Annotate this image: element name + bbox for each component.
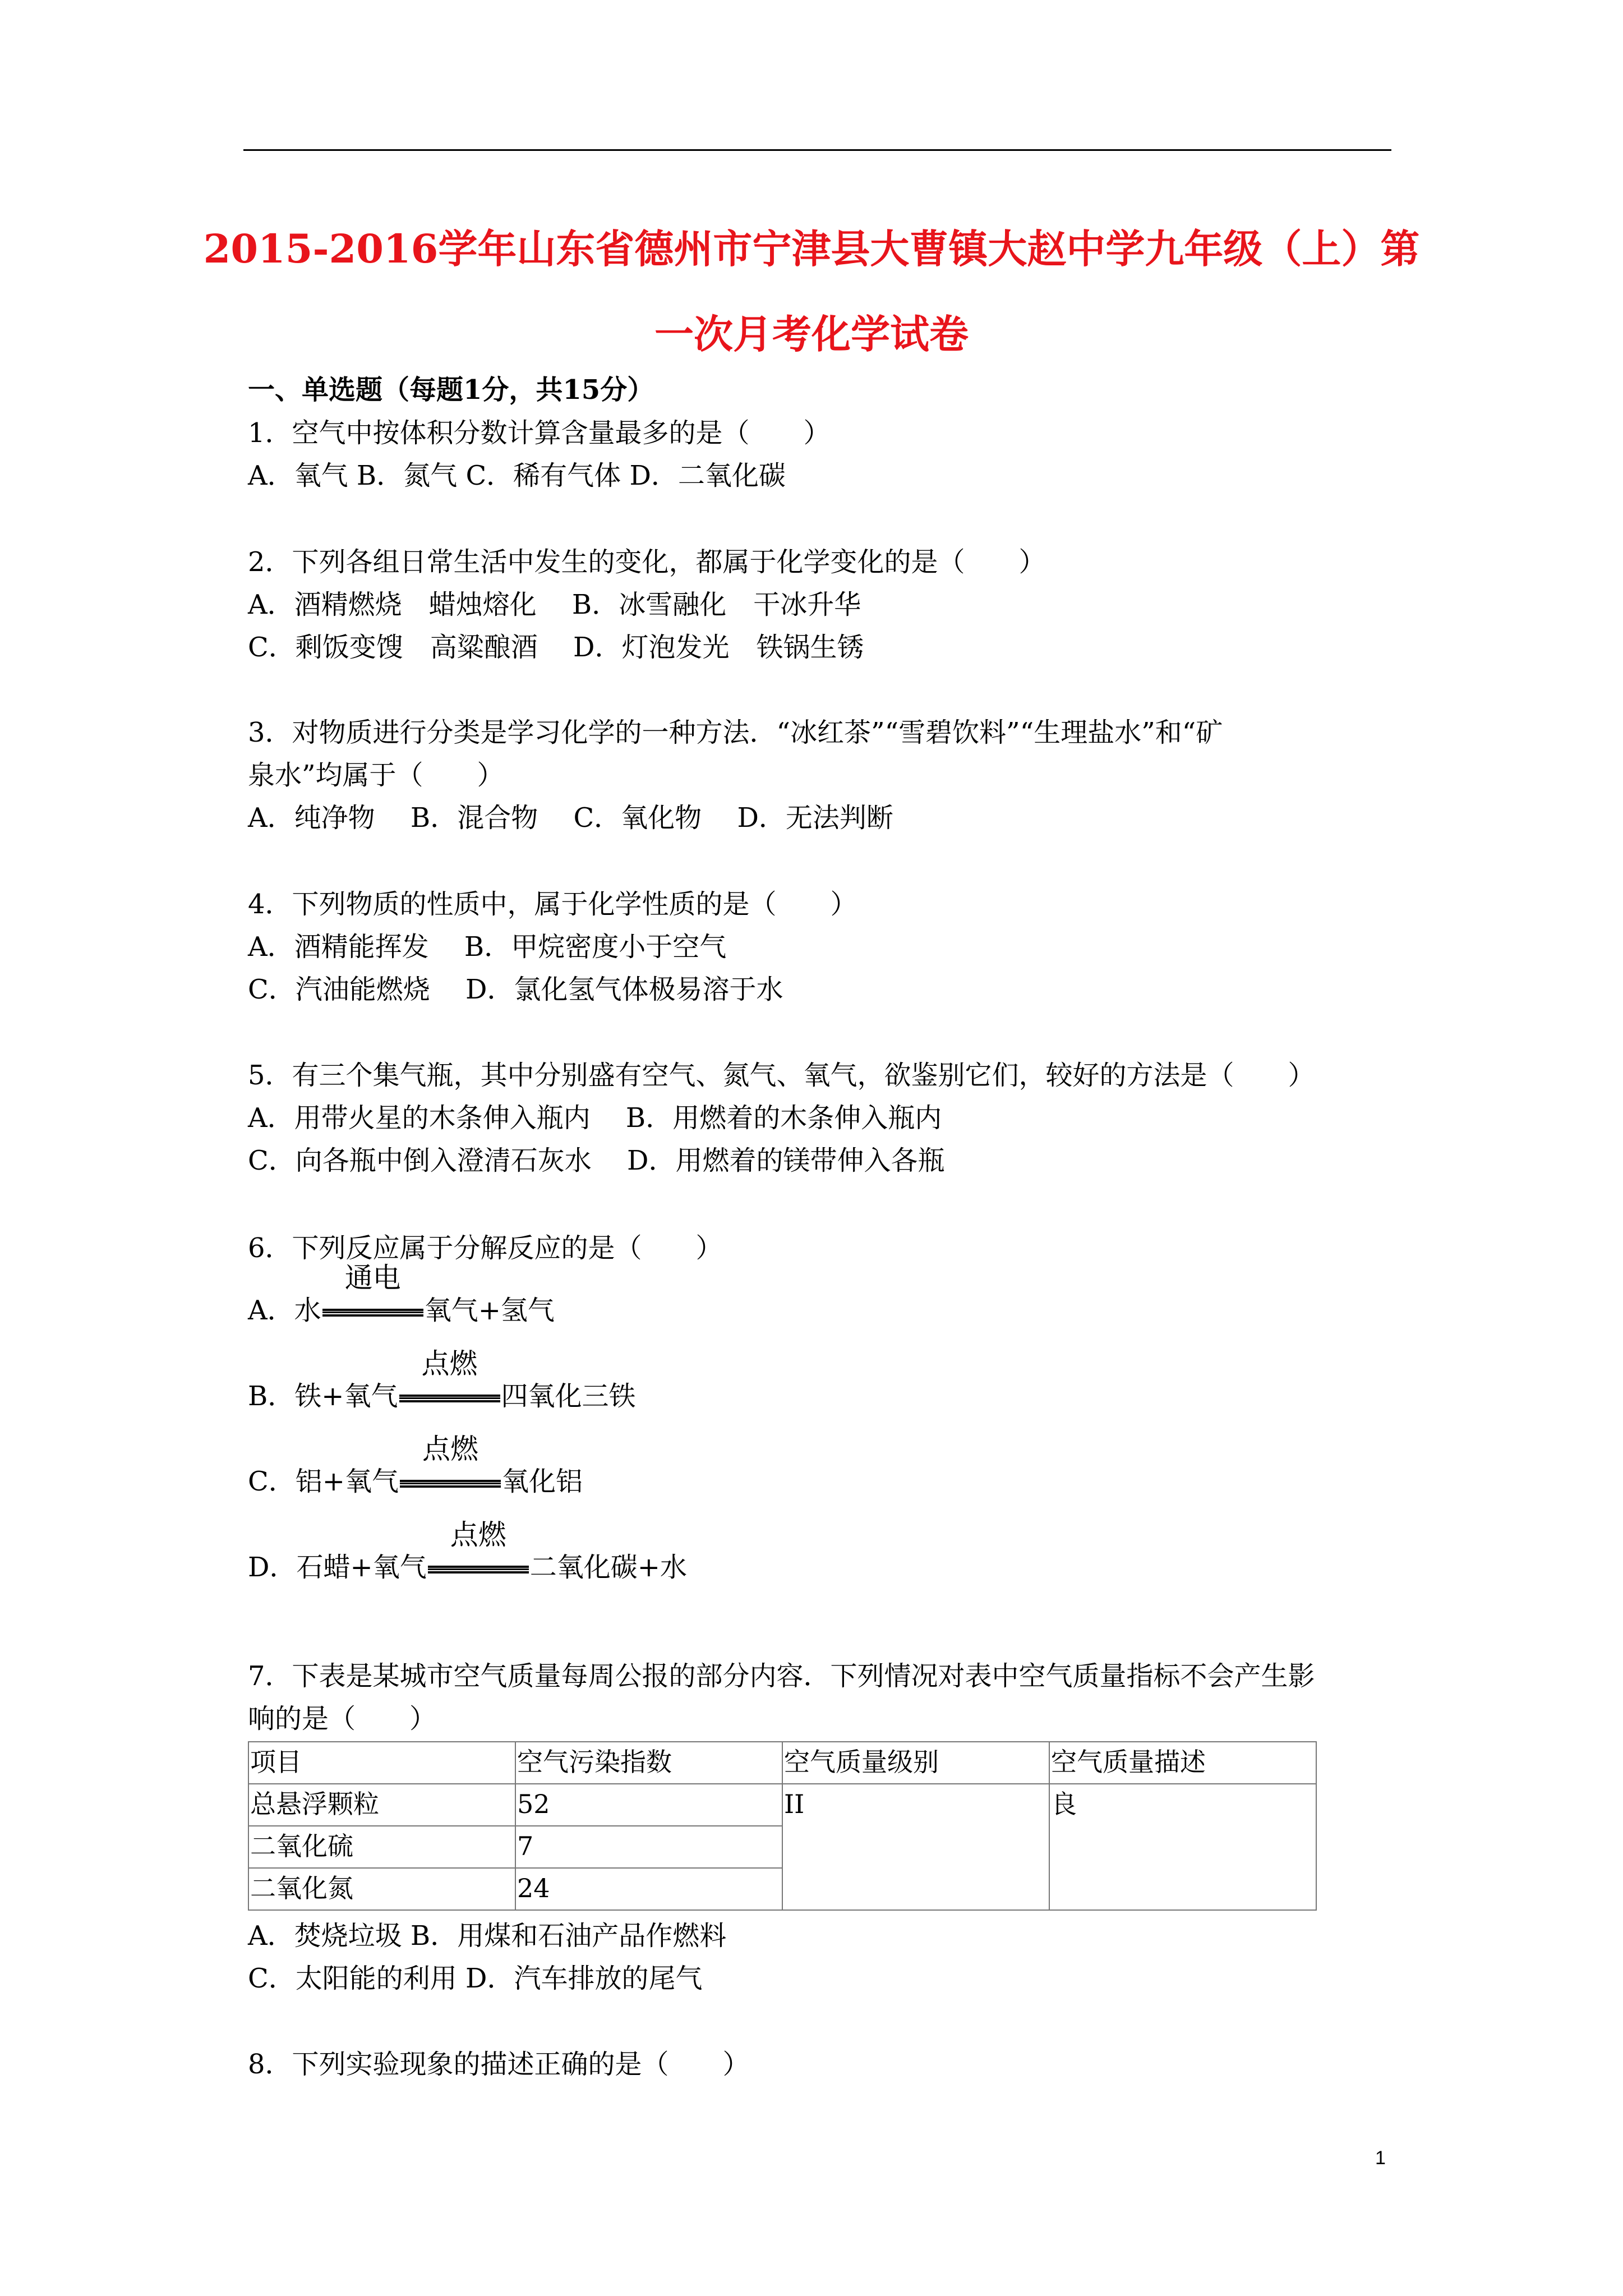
reactants: 铁+氧气 [294,1381,398,1412]
exam-title-line2: 一次月考化学试卷 [654,311,969,357]
question-4-options-cd: C．汽油能燃烧 D．氯化氢气体极易溶于水 [248,974,783,1005]
reactants: 水 [294,1295,321,1326]
question-7: 7．下表是某城市空气质量每周公报的部分内容．下列情况对表中空气质量指标不会产生影 [248,1660,1315,1692]
question-2: 2．下列各组日常生活中发生的变化，都属于化学变化的是（ ） [248,546,1046,578]
option-label: C． [248,1466,296,1497]
air-quality-description: 良 [1049,1784,1316,1910]
question-3-options: A．纯净物 B．混合物 C．氧化物 D．无法判断 [248,802,893,834]
question-7-options-ab: A．焚烧垃圾 B．用煤和石油产品作燃料 [248,1920,727,1952]
reaction-equals-sign [427,1519,530,1584]
reaction-d [248,1519,687,1584]
reaction-condition: 点燃 [450,1519,506,1551]
question-1: 1．空气中按体积分数计算含量最多的是（ ） [248,417,831,449]
table-header: 空气质量级别 [782,1742,1049,1784]
reaction-equals-sign [399,1433,502,1498]
reaction-equals-sign [398,1347,501,1413]
products: 二氧化碳+水 [529,1552,687,1583]
table-header-row [248,1742,1316,1784]
reaction-a [248,1262,555,1327]
question-3: 3．对物质进行分类是学习化学的一种方法．“冰红茶”“雪碧饮料”“生理盐水”和“矿 [248,717,1223,748]
section-heading: 一、单选题（每题1分，共15分） [248,374,654,406]
question-8: 8．下列实验现象的描述正确的是（ ） [248,2049,750,2080]
option-label: D． [248,1552,297,1583]
reactants: 石蜡+氧气 [296,1552,427,1583]
option-label: B． [248,1381,295,1412]
exam-title-line1: 2015-2016学年山东省德州市宁津县大曹镇大赵中学九年级（上）第 [203,226,1420,272]
table-cell: 二氧化氮 [248,1868,515,1910]
table-row [248,1784,1316,1826]
table-cell: 二氧化硫 [248,1826,515,1868]
question-6: 6．下列反应属于分解反应的是（ ） [248,1232,723,1264]
question-3-cont: 泉水”均属于（ ） [248,760,504,791]
question-2-options-ab: A．酒精燃烧 蜡烛熔化 B．冰雪融化 干冰升华 [248,589,861,620]
question-1-options: A．氧气 B．氮气 C．稀有气体 D．二氧化碳 [248,460,786,491]
reaction-condition: 点燃 [421,1347,478,1380]
page-number: 1 [1375,2147,1386,2169]
table-cell: 24 [515,1868,782,1910]
question-5: 5．有三个集气瓶，其中分别盛有空气、氮气、氧气，欲鉴别它们，较好的方法是（ ） [248,1060,1315,1091]
question-4-options-ab: A．酒精能挥发 B．甲烷密度小于空气 [248,931,727,963]
table-cell: 总悬浮颗粒 [248,1784,515,1826]
reaction-equals-sign [321,1262,425,1327]
air-quality-table [248,1741,1317,1911]
products: 氧化铝 [501,1466,583,1497]
products: 氧气+氢气 [424,1295,555,1326]
table-header: 空气质量描述 [1049,1742,1316,1784]
table-header: 空气污染指数 [515,1742,782,1784]
header-rule [243,149,1391,151]
reaction-c [248,1433,583,1498]
question-5-options-cd: C．向各瓶中倒入澄清石灰水 D．用燃着的镁带伸入各瓶 [248,1145,945,1176]
table-cell: 7 [515,1826,782,1868]
table-header: 项目 [248,1742,515,1784]
reactants: 铝+氧气 [295,1466,399,1497]
question-7-options-cd: C．太阳能的利用 D．汽车排放的尾气 [248,1963,703,1994]
question-5-options-ab: A．用带火星的木条伸入瓶内 B．用燃着的木条伸入瓶内 [248,1102,942,1134]
air-quality-level: II [782,1784,1049,1910]
reaction-condition: 通电 [344,1262,401,1294]
option-label: A． [248,1295,294,1326]
question-7-cont: 响的是（ ） [248,1703,437,1734]
question-4: 4．下列物质的性质中，属于化学性质的是（ ） [248,889,857,920]
reaction-condition: 点燃 [422,1433,478,1465]
products: 四氧化三铁 [501,1381,636,1412]
table-cell: 52 [515,1784,782,1826]
reaction-b [248,1347,636,1413]
question-2-options-cd: C．剩饭变馊 高粱酿酒 D．灯泡发光 铁锅生锈 [248,632,864,663]
